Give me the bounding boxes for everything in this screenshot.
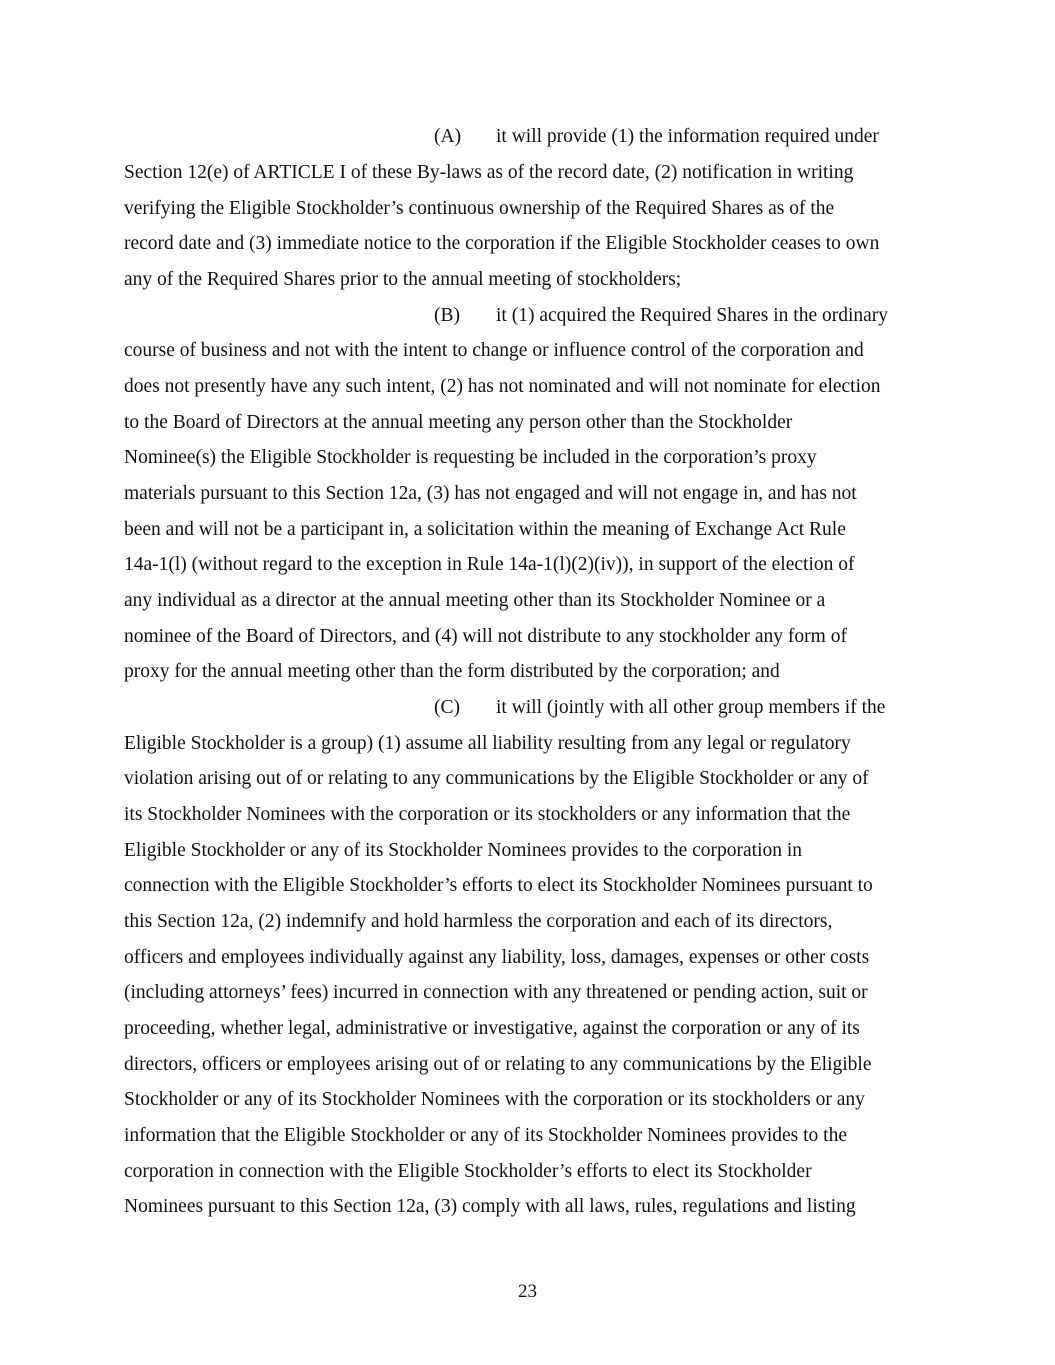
- body-line: violation arising out of or relating to any communications by the Eligible Stockholder or any of: [124, 768, 869, 789]
- paragraph-c-text: it will (jointly with all other group members if the: [496, 697, 886, 718]
- body-line: been and will not be a participant in, a solicitation within the meaning of Exchange Act Rule: [124, 519, 846, 540]
- page-number: 23: [518, 1281, 537, 1302]
- body-line: Eligible Stockholder or any of its Stockholder Nominees provides to the corporation in: [124, 840, 803, 861]
- body-line: (including attorneys’ fees) incurred in connection with any threatened or pending action, suit or: [124, 982, 868, 1003]
- body-line: officers and employees individually against any liability, loss, damages, expenses or other costs: [124, 947, 870, 968]
- paragraph-c-first-line: [434, 696, 885, 720]
- body-line: information that the Eligible Stockholder or any of its Stockholder Nominees provides to the: [124, 1125, 847, 1146]
- body-line: directors, officers or employees arising out of or relating to any communications by the Eligible: [124, 1054, 872, 1075]
- body-line: Nominee(s) the Eligible Stockholder is requesting be included in the corporation’s proxy: [124, 447, 817, 468]
- body-line: any of the Required Shares prior to the annual meeting of stockholders;: [124, 269, 682, 290]
- body-line: any individual as a director at the annual meeting other than its Stockholder Nominee or a: [124, 590, 826, 611]
- body-line: materials pursuant to this Section 12a, (3) has not engaged and will not engage in, and has not: [124, 483, 857, 504]
- paragraph-a-marker: (A): [434, 126, 462, 147]
- body-line: does not presently have any such intent, (2) has not nominated and will not nominate for election: [124, 376, 881, 397]
- body-line: record date and (3) immediate notice to the corporation if the Eligible Stockholder ceases to own: [124, 233, 880, 254]
- body-line: proxy for the annual meeting other than the form distributed by the corporation; and: [124, 661, 780, 682]
- body-line: nominee of the Board of Directors, and (4) will not distribute to any stockholder any form of: [124, 626, 847, 647]
- body-line: Stockholder or any of its Stockholder Nominees with the corporation or its stockholders or any: [124, 1089, 865, 1110]
- body-line: verifying the Eligible Stockholder’s continuous ownership of the Required Shares as of the: [124, 198, 835, 219]
- body-line: Nominees pursuant to this Section 12a, (3) comply with all laws, rules, regulations and listing: [124, 1196, 856, 1217]
- body-line: its Stockholder Nominees with the corporation or its stockholders or any information that the: [124, 804, 851, 825]
- paragraph-b-text: it (1) acquired the Required Shares in the ordinary: [496, 305, 889, 326]
- paragraph-c-marker: (C): [434, 697, 460, 718]
- body-line: Section 12(e) of ARTICLE I of these By-laws as of the record date, (2) notification in writing: [124, 162, 854, 183]
- body-line: proceeding, whether legal, administrative or investigative, against the corporation or any of its: [124, 1018, 860, 1039]
- body-line: Eligible Stockholder is a group) (1) assume all liability resulting from any legal or regulatory: [124, 733, 851, 754]
- paragraph-a-text: it will provide (1) the information required under: [496, 126, 879, 147]
- paragraph-b-first-line: [434, 304, 888, 328]
- body-line: 14a-1(l) (without regard to the exception in Rule 14a-1(l)(2)(iv)), in support of the election of: [124, 554, 855, 575]
- body-line: connection with the Eligible Stockholder’s efforts to elect its Stockholder Nominees pursuant to: [124, 875, 873, 896]
- body-line: to the Board of Directors at the annual meeting any person other than the Stockholder: [124, 412, 793, 433]
- body-line: corporation in connection with the Eligible Stockholder’s efforts to elect its Stockholder: [124, 1161, 812, 1182]
- paragraph-b-marker: (B): [434, 305, 460, 326]
- body-line: course of business and not with the intent to change or influence control of the corporation and: [124, 340, 864, 361]
- body-line: this Section 12a, (2) indemnify and hold harmless the corporation and each of its directors,: [124, 911, 833, 932]
- paragraph-a-first-line: [434, 125, 879, 149]
